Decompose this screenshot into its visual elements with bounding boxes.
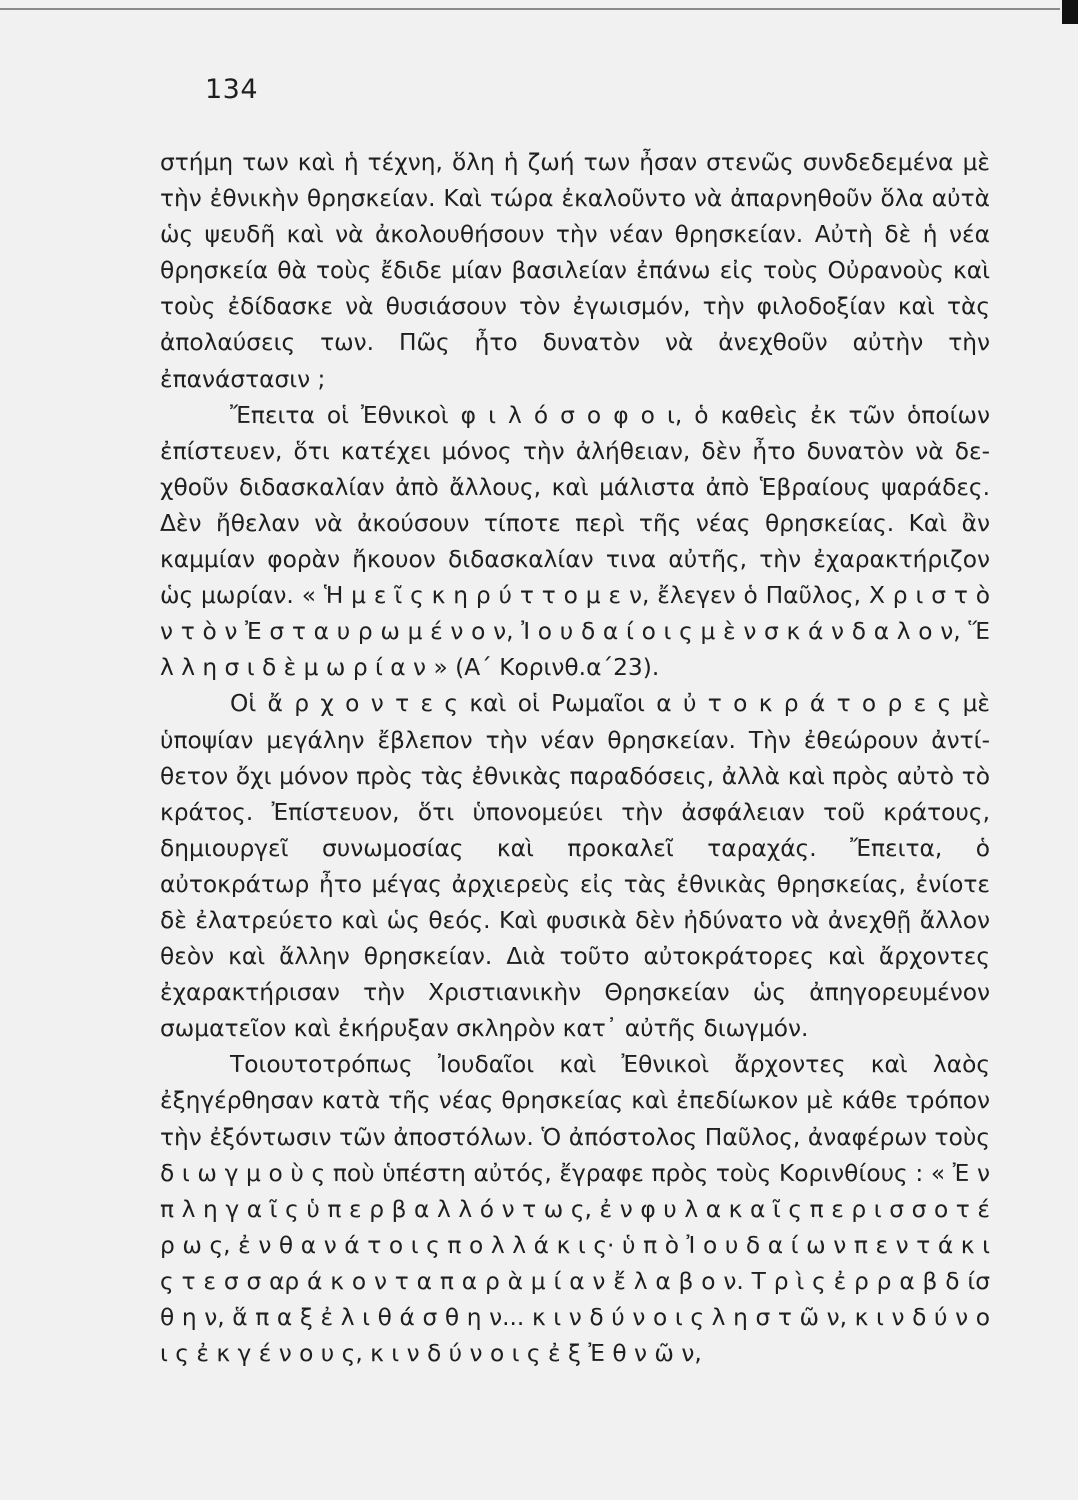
- body-text: [160, 145, 990, 1372]
- paragraph-3: Οἱ ἄ ρ χ ο ν τ ε ς καὶ οἱ Ρωμαῖοι α ὐ τ ο κ ρ ά τ ο ρ ε ς μὲ ὑποψίαν μεγάλην ἔβλεπον τὴν νέαν θρησκείαν. Τὴν ἐθεώρουν ἀντίθετον ὄχι μόνον πρὸς τὰς ἐθνικὰς παραδόσεις, ἀλλὰ καὶ πρὸς αὐτὸ τὸ κράτος. Ἐπίστευον, ὅτι ὑπονομεύει τὴν ἀσφάλειαν τοῦ κράτους, δημιουργεῖ συνωμοσίας καὶ προκαλεῖ ταραχάς. Ἔπειτα, ὁ αὐτοκράτωρ ἦτο μέγας ἀρχιερεὺς εἰς τὰς ἐθνικὰς θρησκείας, ἐνίοτε δὲ ἐλατρεύετο καὶ ὡς θεός. Καὶ φυσικὰ δὲν ἠδύνατο νὰ ἀνεχθῇ ἄλλον θεὸν καὶ ἄλλην θρησκείαν. Διὰ τοῦτο αὐτοκράτορες καὶ ἄρχοντες ἐχαρακτήρισαν τὴν Χριστιανικὴν Θρησκείαν ὡς ἀπηγορευμένον σωματεῖον καὶ ἐκήρυξαν σκληρὸν κατ᾿ αὐτῆς διωγμόν.: [160, 690, 990, 1043]
- paragraph-2: Ἔπειτα οἱ Ἐθνικοὶ φ ι λ ό σ ο φ ο ι, ὁ καθεὶς ἐκ τῶν ὁποίων ἐπίστευεν, ὅτι κατέχει μόνος τὴν ἀλήθειαν, δὲν ἦτο δυνατὸν νὰ δεχθοῦν διδασκαλίαν ἀπὸ ἄλλους, καὶ μάλιστα ἀπὸ Ἑβραίους ψαράδες. Δὲν ἤθελαν νὰ ἀκούσουν τίποτε περὶ τῆς νέας θρησκείας. Καὶ ἂν καμμίαν φορὰν ἤκουον διδασκαλίαν τινα αὐτῆς, τὴν ἐχαρακτήριζον ὡς μωρίαν. « Ἡ μ ε ῖ ς κ η ρ ύ τ τ ο μ ε ν, ἔλεγεν ὁ Παῦλος, Χ ρ ι σ τ ὸ ν τ ὸ ν Ἐ σ τ α υ ρ ω μ έ ν ο ν, Ἰ ο υ δ α ί ο ι ς μ ὲ ν σ κ ά ν δ α λ ο ν, Ἕ λ λ η σ ι δ ὲ μ ω ρ ί α ν » (Α΄ Κορινθ.α΄23).: [160, 401, 990, 682]
- scan-edge-mark: [1062, 0, 1078, 24]
- top-scan-rule: [0, 8, 1060, 10]
- page-number: 134: [205, 74, 259, 105]
- paragraph-1: στήμη των καὶ ἡ τέχνη, ὅλη ἡ ζωή των ἦσαν στενῶς συνδεδεμένα μὲ τὴν ἐθνικὴν θρησκείαν. Καὶ τώρα ἐκαλοῦντο νὰ ἀπαρνηθοῦν ὅλα αὐτὰ ὡς ψευδῆ καὶ νὰ ἀκολουθήσουν τὴν νέαν θρησκείαν. Αὐτὴ δὲ ἡ νέα θρησκεία θὰ τοὺς ἔδιδε μίαν βασιλείαν ἐπάνω εἰς τοὺς Οὐρανοὺς καὶ τοὺς ἐδίδασκε νὰ θυσιάσουν τὸν ἐγωισμόν, τὴν φιλοδοξίαν καὶ τὰς ἀπολαύσεις των. Πῶς ἦτο δυνατὸν νὰ ἀνεχθοῦν αὐτὴν τὴν ἐπανάστασιν ;: [160, 149, 990, 393]
- paragraph-4: Τοιουτοτρόπως Ἰουδαῖοι καὶ Ἐθνικοὶ ἄρχοντες καὶ λαὸς ἐξηγέρθησαν κατὰ τῆς νέας θρησκείας καὶ ἐπεδίωκον μὲ κάθε τρόπον τὴν ἐξόντωσιν τῶν ἀποστόλων. Ὁ ἀπόστολος Παῦλος, ἀναφέρων τοὺς δ ι ω γ μ ο ὺ ς ποὺ ὑπέστη αὐτός, ἔγραφε πρὸς τοὺς Κορινθίους : « Ἐ ν π λ η γ α ῖ ς ὑ π ε ρ β α λ λ ό ν τ ω ς, ἐ ν φ υ λ α κ α ῖ ς π ε ρ ι σ σ ο τ έ ρ ω ς, ἐ ν θ α ν ά τ ο ι ς π ο λ λ ά κ ι ς· ὑ π ὸ Ἰ ο υ δ α ί ω ν π ε ν τ ά κ ι ς τ ε σ σ αρ ά κ ο ν τ α π α ρ ὰ μ ί α ν ἔ λ α β ο ν. Τ ρ ὶ ς ἐ ρ ρ α β δ ίσ θ η ν, ἅ π α ξ ἐ λ ι θ ά σ θ η ν... κ ι ν δ ύ ν ο ι ς λ η σ τ ῶ ν, κ ι ν δ ύ ν ο ι ς ἐ κ γ έ ν ο υ ς, κ ι ν δ ύ ν ο ι ς ἐ ξ Ἐ θ ν ῶ ν,: [160, 1051, 990, 1368]
